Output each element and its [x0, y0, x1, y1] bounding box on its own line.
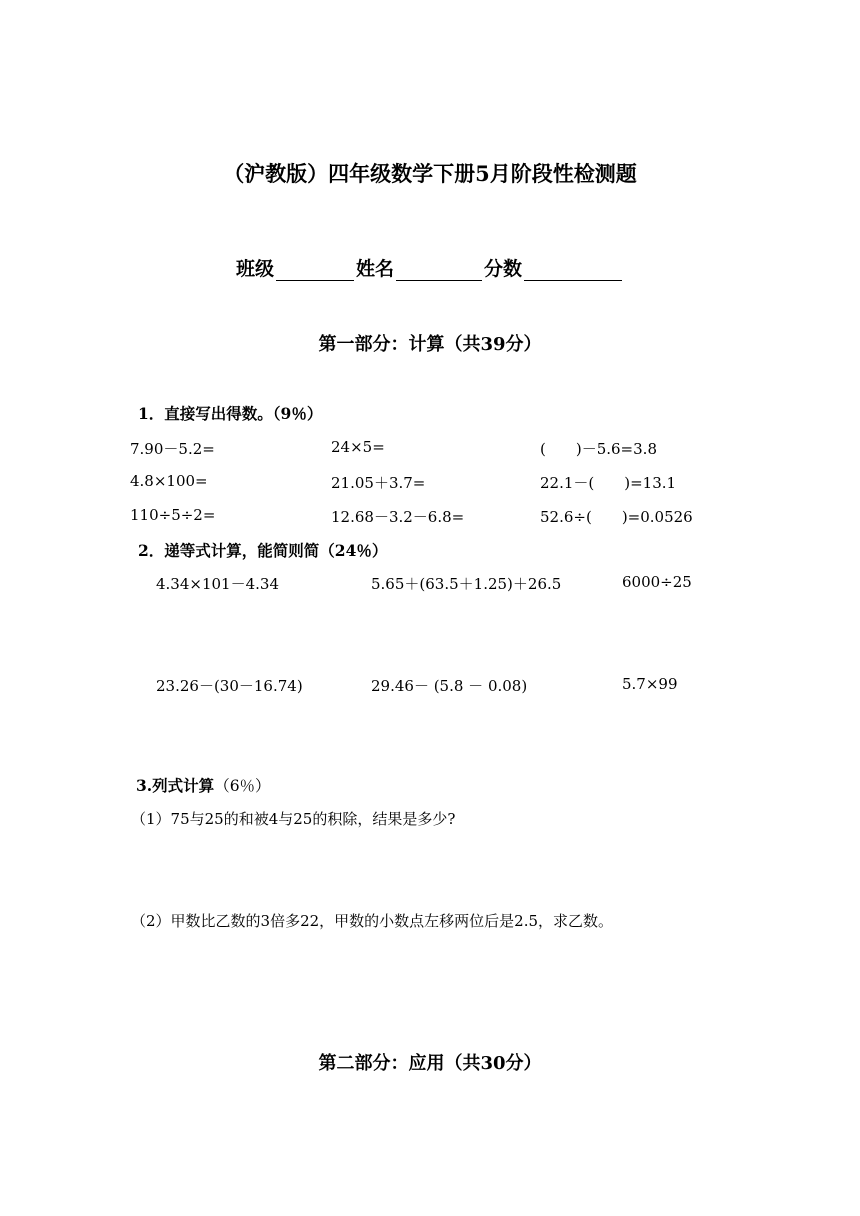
name-blank[interactable]: [396, 260, 482, 281]
name-label: 姓名: [355, 258, 394, 280]
student-info-row: [0, 254, 860, 281]
q1-heading: [138, 402, 322, 424]
q2-percent: （24％）: [319, 541, 388, 560]
q3-heading: [136, 774, 271, 796]
q3-sub1: （1）75与25的和被4与25的积除，结果是多少?: [131, 810, 456, 828]
score-blank[interactable]: [524, 260, 622, 281]
q1-item: ( )－5.6=3.8: [540, 440, 657, 458]
q3-percent: （6％）: [214, 777, 271, 795]
q3-sub2: （2）甲数比乙数的3倍多22，甲数的小数点左移两位后是2.5，求乙数。: [131, 912, 614, 930]
q1-item: 22.1－( )=13.1: [540, 474, 677, 492]
page-title: （沪教版）四年级数学下册5月阶段性检测题: [223, 161, 637, 186]
q2-item: 5.65＋(63.5＋1.25)＋26.5: [371, 575, 562, 593]
q1-item: 7.90－5.2=: [130, 440, 215, 458]
part1-heading: 第一部分：计算（共39分）: [318, 334, 542, 355]
class-blank[interactable]: [276, 260, 354, 281]
part2-heading: 第二部分：应用（共30分）: [318, 1053, 542, 1074]
q1-item: 110÷5÷2=: [130, 506, 216, 524]
q2-heading: [138, 539, 387, 561]
class-label: 班级: [235, 258, 274, 280]
q2-item: 23.26－(30－16.74): [156, 677, 303, 695]
q2-item: 29.46－ (5.8 － 0.08): [371, 677, 528, 695]
q1-percent: （9％）: [272, 404, 323, 423]
q2-item: 6000÷25: [622, 573, 692, 591]
score-label: 分数: [484, 258, 523, 280]
q1-label: 1．直接写出得数。: [138, 404, 273, 423]
q1-item: 12.68－3.2－6.8=: [331, 508, 465, 526]
q1-item: 24×5=: [331, 438, 385, 456]
q1-item: 52.6÷( )=0.0526: [540, 508, 693, 526]
q2-label: 2．递等式计算，能简则简: [138, 541, 320, 560]
q3-label: 3.列式计算: [136, 776, 215, 795]
q2-item: 4.34×101－4.34: [156, 575, 279, 593]
q2-item: 5.7×99: [622, 675, 678, 693]
q1-item: 4.8×100=: [130, 472, 208, 490]
q1-item: 21.05＋3.7=: [331, 474, 426, 492]
